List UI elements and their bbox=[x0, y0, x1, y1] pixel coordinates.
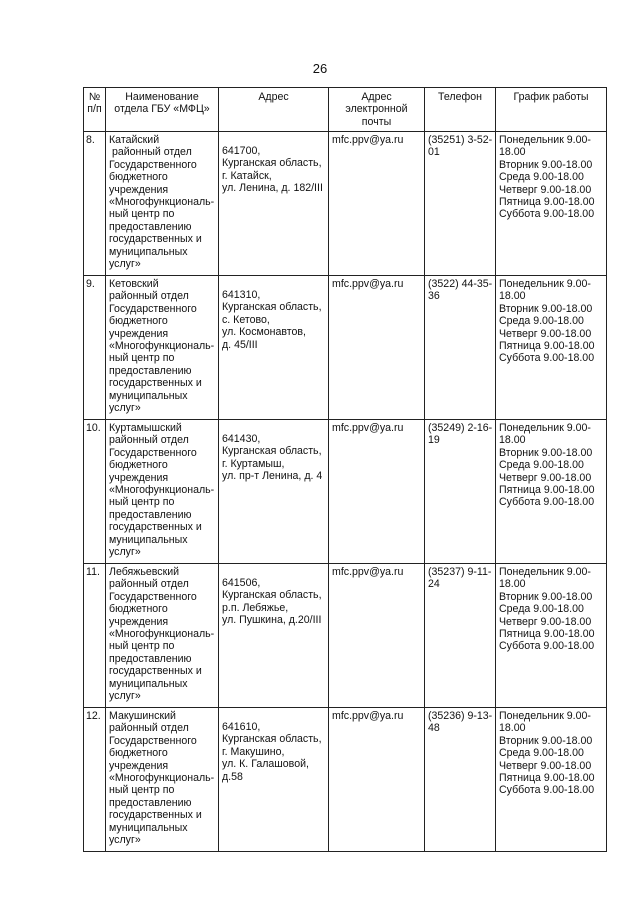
mfc-offices-table bbox=[83, 87, 607, 852]
address-line: с. Кетово, bbox=[222, 313, 270, 326]
office-name-line: «Многофункциональ- bbox=[109, 196, 215, 209]
address-line: 641430, bbox=[222, 433, 261, 445]
office-name-line: бюджетного bbox=[109, 747, 168, 760]
office-name-line: «Многофункциональ- bbox=[109, 628, 215, 641]
schedule-line: Понедельник 9.00- bbox=[499, 134, 591, 146]
phone-line: 19 bbox=[428, 434, 440, 447]
schedule-line: Четверг 9.00-18.00 bbox=[499, 471, 592, 484]
office-name bbox=[106, 564, 219, 708]
office-phone bbox=[425, 708, 496, 852]
office-name-line: районный отдел bbox=[109, 578, 189, 591]
office-name-line: Кетовский bbox=[109, 278, 159, 290]
table-body bbox=[84, 132, 607, 852]
table-row bbox=[84, 420, 607, 564]
office-name-line: районный отдел bbox=[109, 434, 189, 447]
office-name-line: муниципальных bbox=[109, 245, 188, 258]
office-name-line: муниципальных bbox=[109, 533, 188, 546]
address-line: р.п. Лебяжье, bbox=[222, 601, 289, 614]
office-address bbox=[219, 564, 329, 708]
address-line: д. 45/III bbox=[222, 338, 258, 351]
row-number: 8. bbox=[84, 132, 106, 276]
schedule-line: 18.00 bbox=[499, 578, 526, 591]
table-header-row bbox=[84, 88, 607, 132]
phone-line: 36 bbox=[428, 290, 440, 303]
office-name-line: бюджетного bbox=[109, 603, 168, 616]
office-name-line: государственных и bbox=[109, 233, 202, 246]
office-name-line: учреждения bbox=[109, 327, 169, 340]
office-name-line: бюджетного bbox=[109, 171, 168, 184]
schedule-line: Суббота 9.00-18.00 bbox=[499, 784, 595, 797]
address-line: 641506, bbox=[222, 577, 261, 589]
office-name bbox=[106, 132, 219, 276]
address-line: д.58 bbox=[222, 770, 243, 783]
office-name-line: бюджетного bbox=[109, 459, 168, 472]
office-name-line: «Многофункциональ- bbox=[109, 484, 215, 497]
office-address bbox=[219, 132, 329, 276]
phone-line: (35251) 3-52- bbox=[428, 134, 493, 146]
office-name-line: бюджетного bbox=[109, 315, 168, 328]
schedule-line: Пятница 9.00-18.00 bbox=[499, 196, 595, 209]
schedule-line: Четверг 9.00-18.00 bbox=[499, 615, 592, 628]
office-phone bbox=[425, 420, 496, 564]
office-name-line: предоставлению bbox=[109, 796, 192, 809]
phone-line: (35237) 9-11- bbox=[428, 566, 492, 578]
schedule-line: Пятница 9.00-18.00 bbox=[499, 484, 595, 497]
schedule-line: Пятница 9.00-18.00 bbox=[499, 340, 595, 353]
office-schedule bbox=[496, 276, 607, 420]
phone-line: (35236) 9-13- bbox=[428, 710, 493, 722]
address-line: Курганская область, bbox=[222, 301, 322, 314]
schedule-line: Среда 9.00-18.00 bbox=[499, 747, 584, 760]
office-name bbox=[106, 708, 219, 852]
schedule-line: Среда 9.00-18.00 bbox=[499, 315, 584, 328]
schedule-line: Понедельник 9.00- bbox=[499, 422, 591, 434]
schedule-line: Понедельник 9.00- bbox=[499, 278, 591, 290]
office-name-line: государственных и bbox=[109, 521, 202, 534]
schedule-line: Среда 9.00-18.00 bbox=[499, 459, 584, 472]
table-row bbox=[84, 276, 607, 420]
phone-line: 48 bbox=[428, 722, 440, 735]
address-line: ул. пр-т Ленина, д. 4 bbox=[222, 470, 323, 483]
office-name-line: ный центр по bbox=[109, 352, 175, 365]
office-name-line: учреждения bbox=[109, 471, 169, 484]
schedule-line: Вторник 9.00-18.00 bbox=[499, 302, 593, 315]
office-name-line: муниципальных bbox=[109, 677, 188, 690]
phone-line: 01 bbox=[428, 146, 440, 159]
office-name-line: государственных и bbox=[109, 809, 202, 822]
address-line: 641310, bbox=[222, 289, 261, 301]
office-address bbox=[219, 420, 329, 564]
office-name-line: районный отдел bbox=[109, 290, 189, 303]
office-name-line: услуг» bbox=[109, 402, 141, 415]
office-name-line: муниципальных bbox=[109, 821, 188, 834]
schedule-line: Понедельник 9.00- bbox=[499, 710, 591, 722]
office-name-line: районный отдел bbox=[109, 146, 192, 159]
office-name-line: ный центр по bbox=[109, 208, 175, 221]
address-line: ул. К. Галашовой, bbox=[222, 758, 309, 771]
office-address bbox=[219, 708, 329, 852]
office-schedule bbox=[496, 708, 607, 852]
office-name-line: Государственного bbox=[109, 590, 197, 603]
office-name-line: предоставлению bbox=[109, 508, 192, 521]
office-phone bbox=[425, 132, 496, 276]
office-name-line: муниципальных bbox=[109, 389, 188, 402]
header-name: Наименование отдела ГБУ «МФЦ» bbox=[106, 88, 219, 132]
office-schedule bbox=[496, 564, 607, 708]
phone-line: 24 bbox=[428, 578, 440, 591]
address-line: Курганская область, bbox=[222, 157, 322, 170]
address-line: Курганская область, bbox=[222, 733, 322, 746]
address-line: г. Катайск, bbox=[222, 169, 272, 182]
header-email: Адрес электронной почты bbox=[329, 88, 425, 132]
schedule-line: Вторник 9.00-18.00 bbox=[499, 590, 593, 603]
schedule-line: Вторник 9.00-18.00 bbox=[499, 158, 593, 171]
row-number: 10. bbox=[84, 420, 106, 564]
header-phone: Телефон bbox=[425, 88, 496, 132]
office-name-line: предоставлению bbox=[109, 652, 192, 665]
office-name-line: Государственного bbox=[109, 302, 197, 315]
office-name-line: «Многофункциональ- bbox=[109, 340, 215, 353]
office-name-line: учреждения bbox=[109, 615, 169, 628]
header-address: Адрес bbox=[219, 88, 329, 132]
table-row bbox=[84, 132, 607, 276]
office-address bbox=[219, 276, 329, 420]
schedule-line: Суббота 9.00-18.00 bbox=[499, 496, 595, 509]
phone-line: (3522) 44-35- bbox=[428, 278, 493, 290]
office-name-line: услуг» bbox=[109, 258, 141, 271]
office-name-line: учреждения bbox=[109, 183, 169, 196]
office-name-line: учреждения bbox=[109, 759, 169, 772]
office-name-line: районный отдел bbox=[109, 722, 189, 735]
address-line: Курганская область, bbox=[222, 445, 322, 458]
office-schedule bbox=[496, 420, 607, 564]
address-line: ул. Космонавтов, bbox=[222, 326, 306, 339]
office-name-line: услуг» bbox=[109, 546, 141, 559]
header-schedule: График работы bbox=[496, 88, 607, 132]
schedule-line: Пятница 9.00-18.00 bbox=[499, 772, 595, 785]
office-email: mfc.ppv@ya.ru bbox=[329, 564, 425, 708]
office-name-line: ный центр по bbox=[109, 784, 175, 797]
schedule-line: 18.00 bbox=[499, 290, 526, 303]
table-row bbox=[84, 708, 607, 852]
office-name-line: Государственного bbox=[109, 734, 197, 747]
address-line: г. Макушино, bbox=[222, 745, 285, 758]
office-name-line: государственных и bbox=[109, 665, 202, 678]
office-name-line: Государственного bbox=[109, 446, 197, 459]
office-name-line: «Многофункциональ- bbox=[109, 772, 215, 785]
address-line: ул. Ленина, д. 182/III bbox=[222, 182, 323, 195]
schedule-line: Суббота 9.00-18.00 bbox=[499, 640, 595, 653]
schedule-line: 18.00 bbox=[499, 722, 526, 735]
office-phone bbox=[425, 564, 496, 708]
office-name-line: предоставлению bbox=[109, 220, 192, 233]
schedule-line: Вторник 9.00-18.00 bbox=[499, 734, 593, 747]
office-name-line: предоставлению bbox=[109, 364, 192, 377]
office-email: mfc.ppv@ya.ru bbox=[329, 276, 425, 420]
office-phone bbox=[425, 276, 496, 420]
office-name-line: Лебяжьевский bbox=[109, 566, 180, 578]
schedule-line: Четверг 9.00-18.00 bbox=[499, 327, 592, 340]
office-name bbox=[106, 420, 219, 564]
office-name-line: Куртамышский bbox=[109, 422, 182, 434]
schedule-line: Понедельник 9.00- bbox=[499, 566, 591, 578]
schedule-line: Четверг 9.00-18.00 bbox=[499, 183, 592, 196]
schedule-line: Вторник 9.00-18.00 bbox=[499, 446, 593, 459]
office-name-line: Государственного bbox=[109, 158, 197, 171]
office-name-line: ный центр по bbox=[109, 496, 175, 509]
address-line: г. Куртамыш, bbox=[222, 457, 285, 470]
office-name-line: ный центр по bbox=[109, 640, 175, 653]
page-number: 26 bbox=[312, 61, 328, 76]
office-name-line: Катайский bbox=[109, 134, 160, 146]
office-name-line: услуг» bbox=[109, 834, 141, 847]
schedule-line: Среда 9.00-18.00 bbox=[499, 171, 584, 184]
row-number: 12. bbox=[84, 708, 106, 852]
office-name bbox=[106, 276, 219, 420]
office-email: mfc.ppv@ya.ru bbox=[329, 132, 425, 276]
office-email: mfc.ppv@ya.ru bbox=[329, 420, 425, 564]
phone-line: (35249) 2-16- bbox=[428, 422, 493, 434]
office-name-line: услуг» bbox=[109, 690, 141, 703]
office-schedule bbox=[496, 132, 607, 276]
schedule-line: 18.00 bbox=[499, 146, 526, 159]
address-line: Курганская область, bbox=[222, 589, 322, 602]
office-email: mfc.ppv@ya.ru bbox=[329, 708, 425, 852]
schedule-line: Суббота 9.00-18.00 bbox=[499, 208, 595, 221]
schedule-line: Среда 9.00-18.00 bbox=[499, 603, 584, 616]
row-number: 11. bbox=[84, 564, 106, 708]
office-name-line: Макушинский bbox=[109, 710, 176, 722]
office-name-line: государственных и bbox=[109, 377, 202, 390]
address-line: ул. Пушкина, д.20/III bbox=[222, 614, 322, 627]
table-row bbox=[84, 564, 607, 708]
schedule-line: Пятница 9.00-18.00 bbox=[499, 628, 595, 641]
address-line: 641700, bbox=[222, 145, 261, 157]
header-num: № п/п bbox=[84, 88, 106, 132]
schedule-line: Четверг 9.00-18.00 bbox=[499, 759, 592, 772]
schedule-line: Суббота 9.00-18.00 bbox=[499, 352, 595, 365]
schedule-line: 18.00 bbox=[499, 434, 526, 447]
address-line: 641610, bbox=[222, 721, 261, 733]
row-number: 9. bbox=[84, 276, 106, 420]
